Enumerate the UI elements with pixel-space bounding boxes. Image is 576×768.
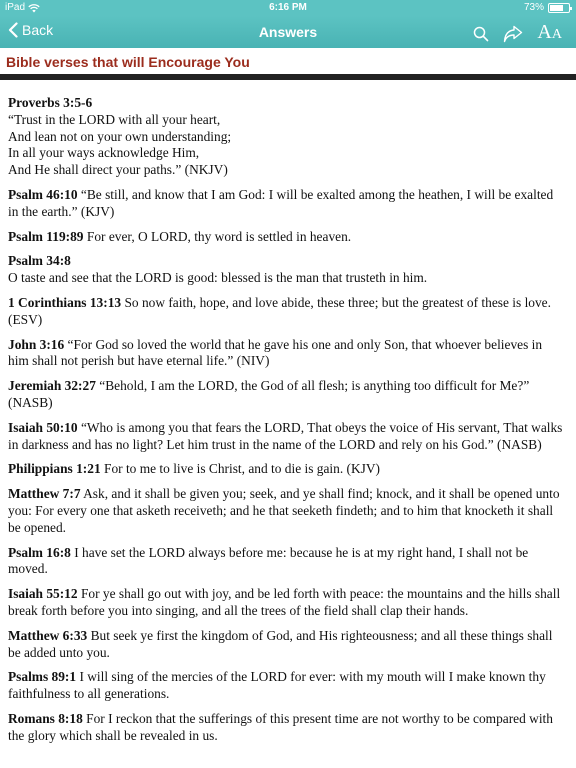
verse-line: O taste and see that the LORD is good: blessed is the man that trusteth in him.	[8, 270, 428, 286]
verse-text: For to me to live is Christ, and to die is gain. (KJV)	[104, 461, 380, 477]
font-size-icon-large: A	[537, 21, 552, 43]
verse-reference: Matthew 6:33	[8, 627, 88, 643]
verse-item	[8, 229, 564, 246]
verse-text: So now faith, hope, and love abide, these three; but the greatest of these is love. (ESV)	[8, 294, 551, 327]
battery-percent: 73%	[523, 2, 544, 13]
verse-item	[8, 295, 564, 329]
verse-item	[8, 95, 564, 179]
page-heading	[0, 48, 576, 80]
verse-reference: Psalms 89:1	[8, 669, 77, 685]
verse-item	[8, 711, 564, 745]
device-label: iPad	[5, 2, 26, 13]
verse-text: “Behold, I am the LORD, the God of all flesh; is anything too difficult for Me?” (NASB)	[8, 378, 530, 410]
verse-reference: Psalm 34:8	[8, 253, 71, 269]
status-time: 6:16 PM	[269, 2, 307, 13]
verse-reference: 1 Corinthians 13:13	[8, 294, 122, 310]
verse-text: For I reckon that the sufferings of this present time are not worthy to be compared with the glory which shall be revealed in us.	[8, 710, 553, 743]
verse-reference: Isaiah 55:12	[8, 586, 78, 602]
verse-reference: John 3:16	[8, 336, 65, 352]
verse-item	[8, 669, 564, 703]
verse-text: But seek ye first the kingdom of God, and His righteousness; and all these things shall be added unto you.	[8, 627, 553, 660]
verse-text: For ye shall go out with joy, and be led forth with peace: the mountains and the hills shall break forth before you into singing, and all the trees of the field shall clap their hands.	[8, 586, 561, 618]
verse-text: “Who is among you that fears the LORD, That obeys the voice of His servant, That walks in darkness and has no light? Let him trust in the name of the LORD and rely on his God.” (NASB)	[8, 419, 563, 452]
verse-line: And He shall direct your paths.” (NKJV)	[8, 162, 228, 178]
verse-reference: Matthew 7:7	[8, 486, 81, 502]
font-size-icon[interactable]	[537, 21, 562, 46]
verse-item	[8, 461, 564, 478]
verse-line: And lean not on your own understanding;	[8, 128, 232, 144]
verse-text: I will sing of the mercies of the LORD for ever: with my mouth will I make known thy faithfulness to all generations.	[8, 669, 546, 702]
battery-fill	[550, 5, 563, 11]
status-right	[524, 2, 570, 13]
verse-reference: Proverbs 3:5-6	[8, 95, 93, 110]
verse-item	[8, 586, 564, 620]
search-icon[interactable]	[473, 26, 489, 42]
back-button[interactable]	[8, 22, 53, 38]
page-title: Bible verses that will Encourage You	[6, 54, 250, 70]
verse-text: I have set the LORD always before me: because he is at my right hand, I shall not be moved.	[8, 544, 529, 577]
verse-reference: Psalm 16:8	[8, 544, 71, 560]
back-chevron-icon	[8, 22, 18, 38]
verse-reference: Philippians 1:21	[8, 461, 101, 477]
nav-title: Answers	[258, 24, 318, 40]
verse-item	[8, 420, 564, 454]
verse-line: “Trust in the LORD with all your heart,	[8, 111, 221, 127]
verse-reference: Psalm 119:89	[8, 228, 84, 244]
verse-reference: Isaiah 50:10	[8, 419, 78, 435]
verse-item	[8, 337, 564, 371]
verse-text: For ever, O LORD, thy word is settled in heaven.	[86, 228, 352, 244]
verse-item	[8, 378, 564, 412]
status-bar	[0, 0, 576, 16]
font-size-icon-small: A	[551, 27, 562, 42]
verse-list	[8, 95, 564, 753]
verse-item	[8, 628, 564, 662]
verse-item	[8, 486, 564, 536]
share-icon[interactable]	[503, 25, 523, 43]
verse-text: Ask, and it shall be given you; seek, and ye shall find; knock, and it shall be opened unto you: For every one that asketh receiveth; and he that seeketh findeth; and to him that knocketh it shall be opened.	[8, 486, 560, 535]
verse-text: “For God so loved the world that he gave his one and only Son, that whoever believes in him shall not perish but have eternal life.” (NIV)	[8, 336, 543, 369]
battery-icon	[548, 3, 570, 13]
verse-item	[8, 253, 564, 287]
verse-line: In all your ways acknowledge Him,	[8, 145, 200, 161]
verse-reference: Romans 8:18	[8, 710, 83, 726]
verse-item	[8, 545, 564, 579]
verse-reference: Jeremiah 32:27	[8, 378, 96, 394]
nav-actions	[473, 21, 562, 46]
navigation-bar	[0, 16, 576, 48]
back-label: Back	[22, 22, 54, 38]
verse-text: “Be still, and know that I am God: I will be exalted among the heathen, I will be exalted in the earth.” (KJV)	[8, 186, 554, 219]
verse-item	[8, 187, 564, 221]
verse-reference: Psalm 46:10	[8, 186, 78, 202]
